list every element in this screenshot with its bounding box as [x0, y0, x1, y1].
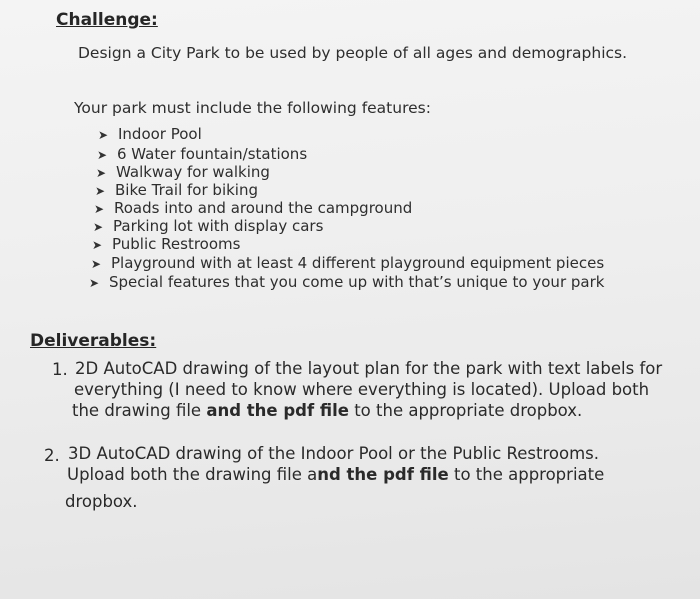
deliverable-2-line-2-bold: nd the pdf file	[317, 465, 449, 484]
feature-item	[92, 235, 240, 253]
deliverable-1-line-3	[72, 401, 582, 420]
deliverable-2-line-2-pre: Upload both the drawing file a	[67, 465, 318, 484]
deliverable-2-line-1: 3D AutoCAD drawing of the Indoor Pool or the Public Restrooms.	[68, 444, 599, 463]
feature-text: Roads into and around the campground	[114, 199, 413, 217]
arrowhead-bullet-icon: ➤	[89, 276, 100, 290]
deliverable-1-line-3-post: to the appropriate dropbox.	[348, 401, 583, 420]
arrowhead-bullet-icon: ➤	[92, 238, 103, 252]
feature-text: Playground with at least 4 different playground equipment pieces	[111, 254, 605, 272]
feature-text: Public Restrooms	[112, 235, 241, 253]
feature-text: 6 Water fountain/stations	[117, 145, 308, 163]
arrowhead-bullet-icon: ➤	[96, 166, 107, 180]
feature-item	[91, 254, 604, 272]
arrowhead-bullet-icon: ➤	[94, 202, 105, 216]
feature-text: Indoor Pool	[118, 125, 202, 143]
deliverable-number: 1.	[52, 360, 68, 379]
arrowhead-bullet-icon: ➤	[98, 128, 109, 142]
feature-item	[98, 125, 202, 143]
feature-text: Special features that you come up with that’s unique to your park	[109, 273, 605, 291]
deliverable-1-line-2: everything (I need to know where everything is located). Upload both	[74, 380, 650, 399]
feature-item	[97, 145, 307, 163]
deliverable-2-line-3: dropbox.	[65, 492, 138, 511]
feature-item	[93, 217, 323, 235]
deliverable-1-line-3-pre: the drawing file	[72, 401, 207, 420]
deliverable-2-line-2	[67, 465, 604, 484]
arrowhead-bullet-icon: ➤	[97, 148, 108, 162]
deliverable-number: 2.	[44, 446, 60, 465]
deliverables-heading: Deliverables:	[30, 331, 157, 351]
challenge-heading: Challenge:	[56, 10, 158, 30]
arrowhead-bullet-icon: ➤	[91, 257, 102, 271]
feature-text: Bike Trail for biking	[115, 181, 258, 199]
feature-item	[94, 199, 412, 217]
deliverable-1-line-1: 2D AutoCAD drawing of the layout plan for the park with text labels for	[75, 359, 663, 378]
arrowhead-bullet-icon: ➤	[93, 220, 104, 234]
arrowhead-bullet-icon: ➤	[95, 184, 106, 198]
feature-item	[89, 273, 604, 291]
feature-item	[96, 163, 270, 181]
feature-item	[95, 181, 258, 199]
feature-text: Parking lot with display cars	[113, 217, 324, 235]
features-intro: Your park must include the following features:	[74, 99, 431, 117]
feature-text: Walkway for walking	[116, 163, 270, 181]
challenge-intro: Design a City Park to be used by people of all ages and demographics.	[78, 44, 628, 62]
deliverable-2-line-2-post: to the appropriate	[448, 465, 605, 484]
deliverable-1-line-3-bold: and the pdf file	[206, 401, 349, 420]
